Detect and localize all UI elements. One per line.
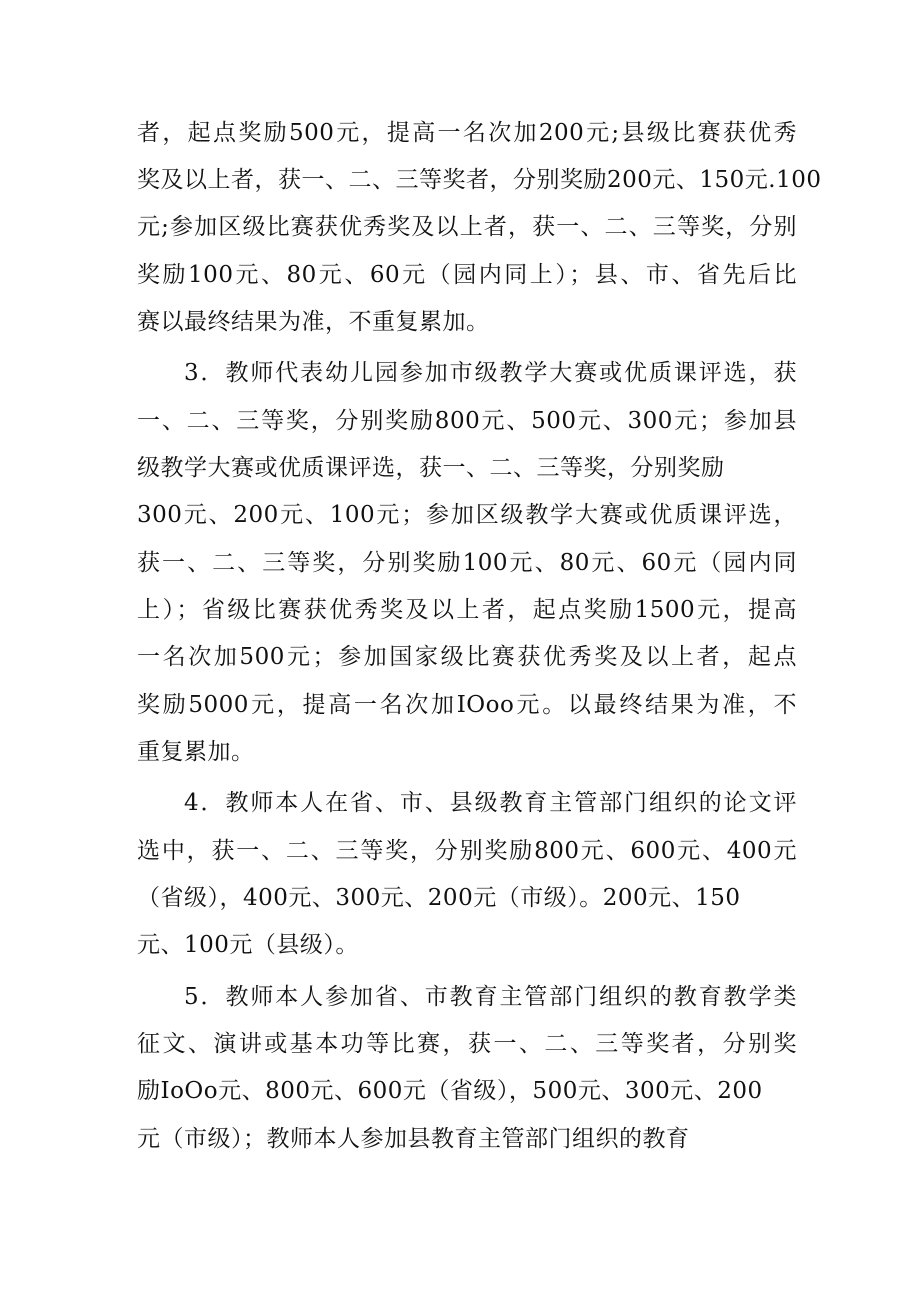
text-line: 赛以最终结果为准，不重复累加。 bbox=[137, 309, 490, 335]
text-line: 元;参加区级比赛获优秀奖及以上者，获一、二、三等奖，分别 bbox=[137, 214, 797, 240]
text-line: 选中，获一、二、三等奖，分别奖励800元、600元、400元 bbox=[137, 838, 797, 864]
paragraph-4-first-line: 4．教师本人在省、市、县级教育主管部门组织的论文评 bbox=[184, 790, 797, 816]
text-line: 元（市级）；教师本人参加县教育主管部门组织的教育 bbox=[137, 1126, 690, 1152]
text-line: 奖励5000元，提高一名次加IOoo元。以最终结果为准，不 bbox=[137, 692, 797, 718]
text-line: 者，起点奖励500元，提高一名次加200元;县级比赛获优秀 bbox=[137, 120, 797, 146]
text-line: 元、100元（县级）。 bbox=[137, 932, 359, 958]
text-line: 获一、二、三等奖，分别奖励100元、80元、60元（园内同 bbox=[137, 550, 797, 576]
text-line: 300元、200元、100元；参加区级教学大赛或优质课评选， bbox=[137, 502, 797, 528]
text-line: 级教学大赛或优质课评选，获一、二、三等奖，分别奖励 bbox=[137, 455, 725, 481]
paragraph-3-first-line: 3．教师代表幼儿园参加市级教学大赛或优质课评选，获 bbox=[184, 360, 797, 386]
text-line: 上）；省级比赛获优秀奖及以上者，起点奖励1500元，提高 bbox=[137, 597, 797, 623]
text-line: 征文、演讲或基本功等比赛，获一、二、三等奖者，分别奖 bbox=[137, 1031, 797, 1057]
text-line: 励IoOo元、800元、600元（省级），500元、300元、200 bbox=[137, 1078, 763, 1104]
text-line: 奖及以上者，获一、二、三等奖者，分别奖励200元、150元.100 bbox=[137, 167, 822, 193]
text-line: 重复累加。 bbox=[137, 739, 255, 765]
text-line: 一、二、三等奖，分别奖励800元、500元、300元；参加县 bbox=[137, 408, 797, 434]
text-line: 一名次加500元；参加国家级比赛获优秀奖及以上者，起点 bbox=[137, 644, 797, 670]
text-line: 奖励100元、80元、60元（园内同上）；县、市、省先后比 bbox=[137, 262, 797, 288]
text-line: （省级），400元、300元、200元（市级）。200元、150 bbox=[137, 885, 741, 911]
paragraph-5-first-line: 5．教师本人参加省、市教育主管部门组织的教育教学类 bbox=[184, 984, 797, 1010]
